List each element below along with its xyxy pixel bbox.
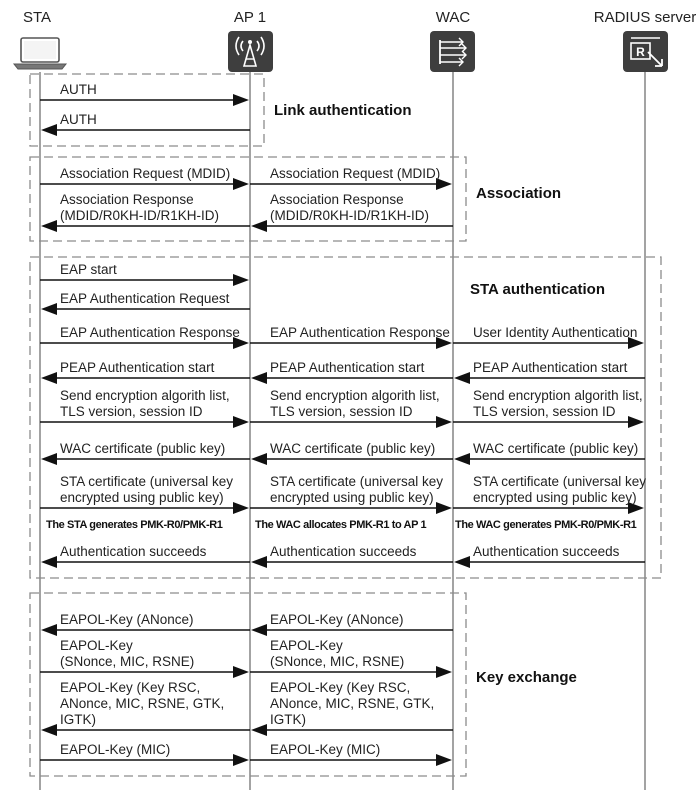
message-13 xyxy=(454,360,645,384)
message-arrowhead xyxy=(41,556,57,568)
message-12 xyxy=(251,360,453,384)
message-arrowhead xyxy=(251,624,267,636)
message-25 xyxy=(454,544,645,568)
message-arrowhead xyxy=(436,666,452,678)
message-label: (MDID/R0KH-ID/R1KH-ID) xyxy=(60,208,220,223)
message-label: WAC certificate (public key) xyxy=(270,441,436,456)
message-24 xyxy=(251,544,453,568)
message-18 xyxy=(251,441,453,465)
note-wac-generates-pmk: The WAC generates PMK-R0/PMK-R1 xyxy=(455,519,637,531)
message-label: IGTK) xyxy=(270,712,306,727)
entity-label-wac: WAC xyxy=(435,9,471,26)
message-label: encrypted using public key) xyxy=(270,490,434,505)
message-arrowhead xyxy=(436,754,452,766)
message-label: EAPOL-Key (MIC) xyxy=(270,742,381,757)
message-arrowhead xyxy=(233,754,249,766)
message-label: EAPOL-Key xyxy=(270,638,343,653)
message-label: (SNonce, MIC, RSNE) xyxy=(60,654,195,669)
message-label: EAP Authentication Response xyxy=(60,325,240,340)
message-30 xyxy=(41,680,250,736)
message-label: AUTH xyxy=(60,82,97,97)
message-29 xyxy=(250,638,452,678)
message-label: ANonce, MIC, RSNE, GTK, xyxy=(60,696,225,711)
message-14 xyxy=(40,388,249,428)
phase-label-association: Association xyxy=(476,185,562,202)
message-label: encrypted using public key) xyxy=(60,490,224,505)
message-label: EAP start xyxy=(60,262,117,277)
message-label: Association Response xyxy=(60,192,194,207)
wac-controller-icon xyxy=(430,31,475,72)
message-33 xyxy=(250,742,452,766)
message-arrowhead xyxy=(454,372,470,384)
phase-label-sta-authentication: STA authentication xyxy=(470,281,605,298)
entity-label-sta: STA xyxy=(22,9,52,26)
message-22 xyxy=(453,474,646,514)
message-1 xyxy=(41,112,250,136)
message-20 xyxy=(40,474,249,514)
message-6 xyxy=(40,262,249,286)
message-label: User Identity Authentication xyxy=(473,325,638,340)
message-label: PEAP Authentication start xyxy=(473,360,628,375)
message-label: PEAP Authentication start xyxy=(270,360,425,375)
message-arrowhead xyxy=(41,624,57,636)
message-arrowhead xyxy=(251,372,267,384)
message-arrowhead xyxy=(41,453,57,465)
message-label: encrypted using public key) xyxy=(473,490,637,505)
message-label: EAPOL-Key (ANonce) xyxy=(270,612,404,627)
svg-text:R: R xyxy=(636,45,645,59)
message-5 xyxy=(251,192,453,232)
message-arrowhead xyxy=(628,416,644,428)
message-label: IGTK) xyxy=(60,712,96,727)
message-3 xyxy=(250,166,452,190)
message-10 xyxy=(453,325,644,349)
note-sta-generates-pmk: The STA generates PMK-R0/PMK-R1 xyxy=(46,519,223,531)
message-label: Send encryption algorith list, xyxy=(60,388,230,403)
entity-label-ap: AP 1 xyxy=(233,9,267,26)
access-point-icon xyxy=(228,31,273,72)
message-arrowhead xyxy=(436,416,452,428)
message-arrowhead xyxy=(233,178,249,190)
message-arrowhead xyxy=(233,274,249,286)
message-21 xyxy=(250,474,452,514)
message-label: WAC certificate (public key) xyxy=(60,441,226,456)
message-9 xyxy=(250,325,452,349)
message-label: EAP Authentication Response xyxy=(270,325,450,340)
message-label: Send encryption algorith list, xyxy=(473,388,643,403)
message-label: Association Request (MDID) xyxy=(60,166,231,181)
phase-label-key-exchange: Key exchange xyxy=(476,669,577,686)
message-label: STA certificate (universal key xyxy=(60,474,234,489)
message-19 xyxy=(454,441,645,465)
message-arrowhead xyxy=(41,303,57,315)
message-15 xyxy=(250,388,452,428)
message-16 xyxy=(453,388,644,428)
message-arrowhead xyxy=(41,124,57,136)
message-arrowhead xyxy=(251,220,267,232)
message-label: EAPOL-Key (Key RSC, xyxy=(60,680,201,695)
message-2 xyxy=(40,166,249,190)
message-28 xyxy=(40,638,249,678)
message-label: TLS version, session ID xyxy=(60,404,203,419)
message-label: Authentication succeeds xyxy=(60,544,207,559)
message-arrowhead xyxy=(251,556,267,568)
message-17 xyxy=(41,441,250,465)
laptop-icon xyxy=(14,38,66,69)
message-26 xyxy=(41,612,250,636)
note-wac-allocates-pmk: The WAC allocates PMK-R1 to AP 1 xyxy=(255,519,427,531)
message-label: Send encryption algorith list, xyxy=(270,388,440,403)
message-32 xyxy=(40,742,249,766)
message-arrowhead xyxy=(233,416,249,428)
message-8 xyxy=(40,325,249,349)
message-label: AUTH xyxy=(60,112,97,127)
message-label: TLS version, session ID xyxy=(473,404,616,419)
message-label: Association Request (MDID) xyxy=(270,166,441,181)
message-arrowhead xyxy=(41,220,57,232)
message-arrowhead xyxy=(251,724,267,736)
message-arrowhead xyxy=(436,502,452,514)
message-label: ANonce, MIC, RSNE, GTK, xyxy=(270,696,435,711)
message-27 xyxy=(251,612,453,636)
message-4 xyxy=(41,192,250,232)
message-arrowhead xyxy=(233,666,249,678)
message-arrowhead xyxy=(41,372,57,384)
message-label: EAPOL-Key xyxy=(60,638,133,653)
message-11 xyxy=(41,360,250,384)
message-31 xyxy=(251,680,453,736)
radius-server-icon xyxy=(623,31,668,72)
message-label: EAP Authentication Request xyxy=(60,291,230,306)
message-label: PEAP Authentication start xyxy=(60,360,215,375)
message-arrowhead xyxy=(41,724,57,736)
message-23 xyxy=(41,544,250,568)
message-label: STA certificate (universal key xyxy=(270,474,444,489)
message-label: STA certificate (universal key xyxy=(473,474,647,489)
message-7 xyxy=(41,291,250,315)
message-label: EAPOL-Key (Key RSC, xyxy=(270,680,411,695)
message-label: EAPOL-Key (MIC) xyxy=(60,742,171,757)
phase-label-link-authentication: Link authentication xyxy=(274,102,412,119)
message-label: (MDID/R0KH-ID/R1KH-ID) xyxy=(270,208,430,223)
message-arrowhead xyxy=(233,502,249,514)
entity-label-radius: RADIUS server xyxy=(593,9,697,26)
message-arrowhead xyxy=(454,556,470,568)
message-arrowhead xyxy=(233,94,249,106)
message-label: (SNonce, MIC, RSNE) xyxy=(270,654,405,669)
message-label: WAC certificate (public key) xyxy=(473,441,639,456)
message-label: Association Response xyxy=(270,192,404,207)
message-arrowhead xyxy=(454,453,470,465)
message-label: Authentication succeeds xyxy=(473,544,620,559)
message-label: EAPOL-Key (ANonce) xyxy=(60,612,194,627)
message-arrowhead xyxy=(251,453,267,465)
message-label: TLS version, session ID xyxy=(270,404,413,419)
message-label: Authentication succeeds xyxy=(270,544,417,559)
message-0 xyxy=(40,82,249,106)
